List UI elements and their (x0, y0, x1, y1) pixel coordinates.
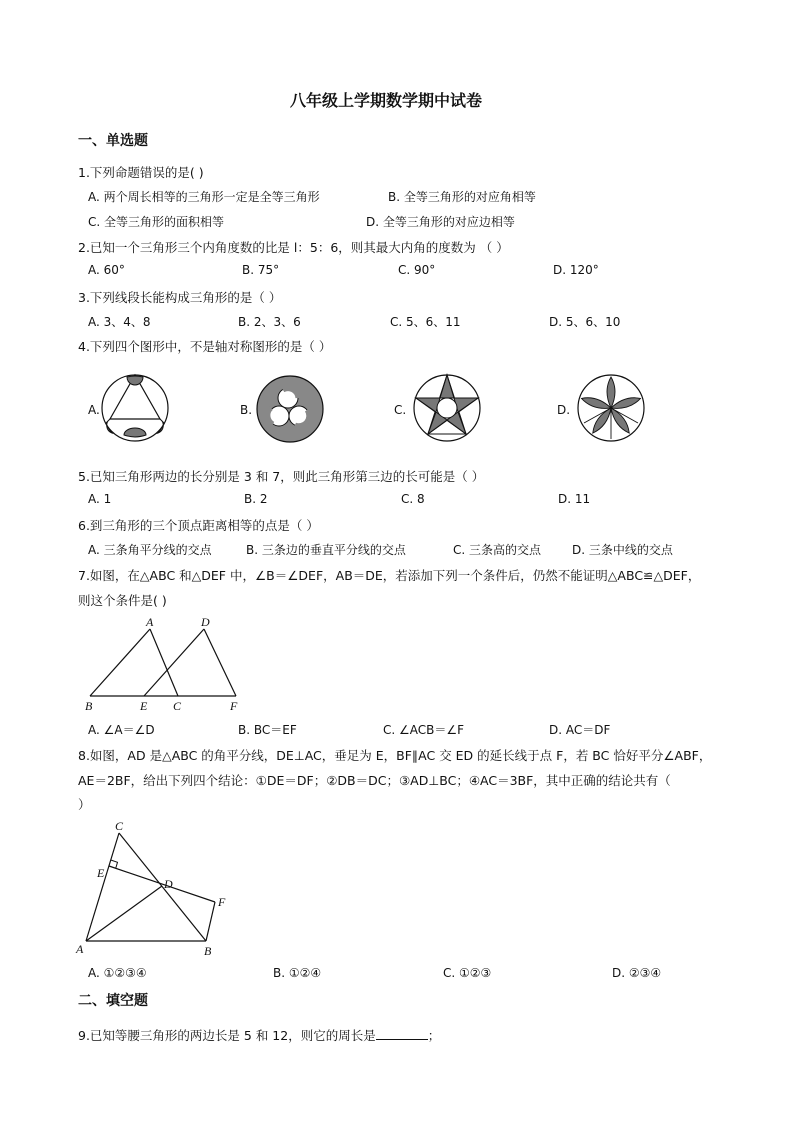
page-title: 八年级上学期数学期中试卷 (290, 91, 483, 110)
q8-label-e: E (97, 866, 105, 880)
question-7-stem-line-1: 7.如图，在△ABC 和△DEF 中，∠B＝∠DEF，AB＝DE，若添加下列一个条件后，仍然不能证明△ABC≌△DEF， (78, 568, 701, 583)
question-3-stem: 3.下列线段长能构成三角形的是（ ） (78, 290, 282, 305)
q7-label-a: A (146, 615, 154, 629)
question-6-option-d[interactable]: D. 三条中线的交点 (572, 543, 673, 557)
question-2-option-c[interactable]: C. 90° (398, 263, 436, 277)
question-7-option-b[interactable]: B. BC＝EF (238, 723, 297, 737)
question-7-figure (80, 612, 250, 717)
q7-label-b: B (85, 699, 93, 713)
question-6-stem: 6.到三角形的三个顶点距离相等的点是（ ） (78, 518, 319, 533)
question-9-answer-blank[interactable] (376, 1027, 428, 1040)
question-8-option-c[interactable]: C. ①②③ (443, 966, 492, 980)
question-1-option-c[interactable]: C. 全等三角形的面积相等 (88, 215, 225, 229)
question-8-option-d[interactable]: D. ②③④ (612, 966, 662, 980)
question-5-stem: 5.已知三角形两边的长分别是 3 和 7，则此三角形第三边的长可能是（ ） (78, 469, 485, 484)
question-5-option-a[interactable]: A. 1 (88, 492, 112, 506)
q7-label-d: D (201, 615, 210, 629)
q8-label-b: B (204, 944, 212, 958)
question-4-stem: 4.下列四个图形中，不是轴对称图形的是（ ） (78, 339, 332, 354)
question-4-figure-d[interactable] (576, 373, 646, 443)
q7-label-c: C (173, 699, 182, 713)
question-4-option-d-label[interactable]: D. (557, 403, 571, 417)
question-4-option-a-label[interactable]: A. (88, 403, 100, 417)
question-8-stem-line-1: 8.如图，AD 是△ABC 的角平分线，DE⊥AC，垂足为 E，BF∥AC 交 ED 的延长线于点 F，若 BC 恰好平分∠ABF， (78, 748, 712, 763)
q7-label-e: E (140, 699, 148, 713)
question-4-figure-a[interactable] (100, 373, 170, 443)
question-6-option-b[interactable]: B. 三条边的垂直平分线的交点 (246, 543, 406, 557)
question-4-figure-c[interactable] (412, 373, 482, 443)
question-9-stem: 9.已知等腰三角形的两边长是 5 和 12，则它的周长是 (78, 1028, 376, 1043)
question-4-option-c-label[interactable]: C. (394, 403, 407, 417)
question-3-option-a[interactable]: A. 3、4、8 (88, 315, 151, 329)
question-2-option-a[interactable]: A. 60° (88, 263, 125, 277)
q8-label-d: D (164, 877, 173, 891)
question-6-option-a[interactable]: A. 三条角平分线的交点 (88, 543, 212, 557)
question-2-option-b[interactable]: B. 75° (242, 263, 280, 277)
section-heading-single-choice: 一、单选题 (78, 133, 148, 149)
question-1-option-b[interactable]: B. 全等三角形的对应角相等 (388, 190, 536, 204)
question-4-figure-b[interactable] (255, 374, 325, 444)
question-8-stem-line-2: AE＝2BF，给出下列四个结论：①DE＝DF；②DB＝DC；③AD⊥BC；④AC＝3BF，其中正确的结论共有（ (78, 773, 671, 788)
question-7-option-c[interactable]: C. ∠ACB＝∠F (383, 723, 465, 737)
question-8-option-a[interactable]: A. ①②③④ (88, 966, 147, 980)
question-5-option-b[interactable]: B. 2 (244, 492, 268, 506)
question-2-option-d[interactable]: D. 120° (553, 263, 599, 277)
question-9 (78, 1026, 440, 1044)
question-5-option-c[interactable]: C. 8 (401, 492, 425, 506)
question-3-option-b[interactable]: B. 2、3、6 (238, 315, 301, 329)
question-7-option-a[interactable]: A. ∠A＝∠D (88, 723, 155, 737)
q8-label-f: F (218, 895, 226, 909)
question-5-option-d[interactable]: D. 11 (558, 492, 591, 506)
question-7-stem-line-2: 则这个条件是( ) (78, 593, 167, 608)
q7-label-f: F (230, 699, 238, 713)
question-1-stem: 1.下列命题错误的是( ) (78, 165, 204, 180)
question-6-option-c[interactable]: C. 三条高的交点 (453, 543, 542, 557)
question-8-stem-line-3: ） (78, 797, 91, 812)
question-8-option-b[interactable]: B. ①②④ (273, 966, 322, 980)
question-7-option-d[interactable]: D. AC＝DF (549, 723, 611, 737)
q8-label-a: A (76, 942, 84, 956)
question-1-option-a[interactable]: A. 两个周长相等的三角形一定是全等三角形 (88, 190, 320, 204)
question-8-figure (72, 814, 242, 962)
question-3-option-c[interactable]: C. 5、6、11 (390, 315, 461, 329)
question-4-option-b-label[interactable]: B. (240, 403, 253, 417)
question-2-stem: 2.已知一个三角形三个内角度数的比是 l：5：6，则其最大内角的度数为 （ ） (78, 240, 509, 255)
section-heading-fill-in: 二、填空题 (78, 993, 148, 1009)
question-3-option-d[interactable]: D. 5、6、10 (549, 315, 621, 329)
question-9-tail: ； (427, 1028, 441, 1043)
question-1-option-d[interactable]: D. 全等三角形的对应边相等 (366, 215, 515, 229)
q8-label-c: C (115, 819, 124, 833)
